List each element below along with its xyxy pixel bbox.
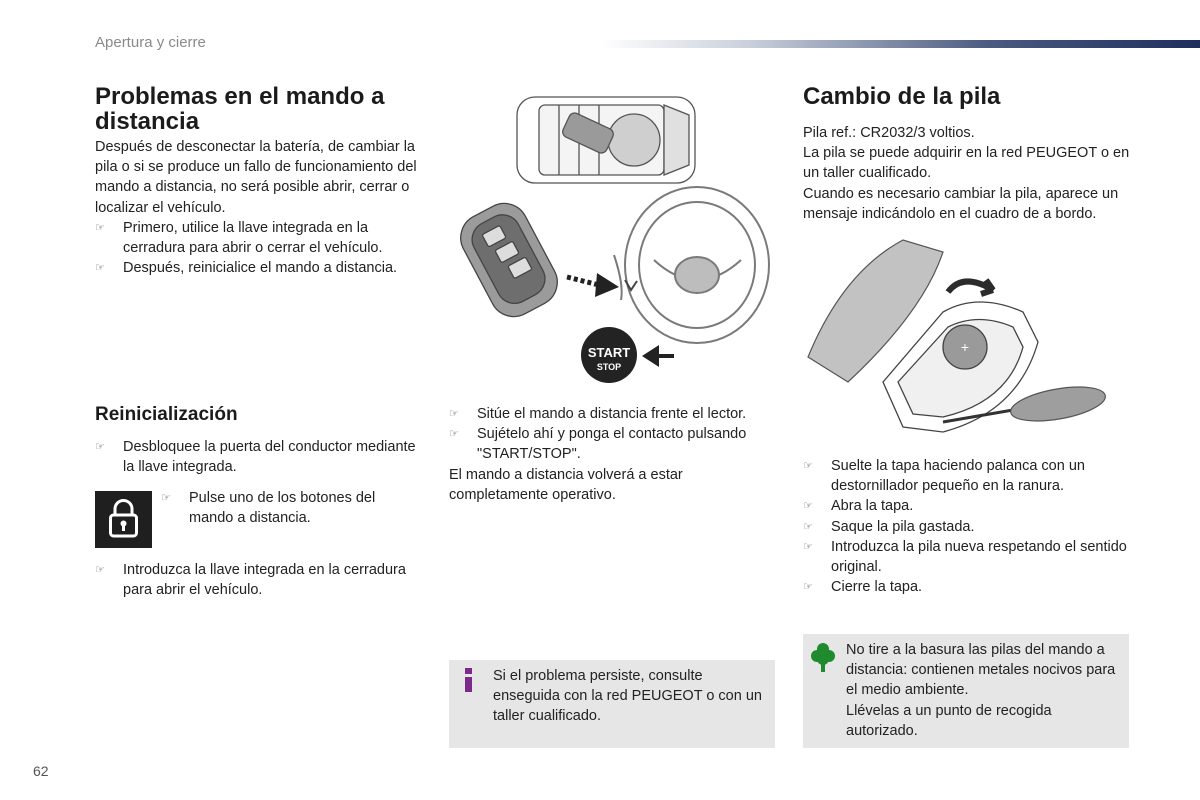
battery-availability: La pila se puede adquirir en la red PEUGEOT o en un taller cualificado. xyxy=(803,145,1130,182)
van-top-view-icon xyxy=(517,97,695,183)
page-title-remote: Problemas en el mando a distancia xyxy=(95,83,385,135)
battery-step-list xyxy=(803,456,1133,597)
list-item: ☞ Sujételo ahí y ponga el contacto pulsando "START/STOP". xyxy=(449,424,775,464)
start-stop-button-icon xyxy=(581,327,637,383)
middle-text-block xyxy=(449,404,775,505)
section-label: Apertura y cierre xyxy=(95,34,206,51)
battery-steps-block xyxy=(803,456,1133,597)
svg-text:+: + xyxy=(960,339,970,355)
open-arrow-icon xyxy=(948,280,993,294)
steering-wheel-icon xyxy=(614,187,769,343)
left-intro-block xyxy=(95,137,425,278)
middle-result: El mando a distancia volverá a estar completamente operativo. xyxy=(449,466,683,503)
middle-step-list xyxy=(449,404,775,465)
list-item: ☞ Introduzca la pila nueva respetando el sentido original. xyxy=(803,537,1133,577)
list-item: ☞ Suelte la tapa haciendo palanca con un destornillador pequeño en la ranura. xyxy=(803,456,1133,496)
battery-replacement-illustration xyxy=(803,232,1183,447)
eco-text-block xyxy=(846,640,1121,741)
page-number: 62 xyxy=(33,763,49,779)
environment-callout xyxy=(803,634,1129,748)
lock-icon xyxy=(95,491,152,548)
info-text: Si el problema persiste, consulte enseguida con la red PEUGEOT o con un taller cualificado. xyxy=(493,668,762,725)
battery-title: Cambio de la pila xyxy=(803,83,1001,110)
info-icon xyxy=(462,668,476,692)
header-bar xyxy=(600,40,1200,48)
eco-text: No tire a la basura las pilas del mando a distancia: contienen metales nocivos para el medio ambiente. xyxy=(846,642,1116,699)
stop-label: STOP xyxy=(596,362,622,372)
list-item: ☞ Saque la pila gastada. xyxy=(803,517,1133,537)
left-intro: Después de desconectar la batería, de cambiar la pila o si se produce un fallo de funcionamiento del mando a distancia, no será posible abrir, cerrar o localizar el vehículo. xyxy=(95,139,417,216)
reinit-step1-block xyxy=(95,437,425,477)
arrow-right-icon xyxy=(567,273,619,297)
list-item: ☞ Pulse uno de los botones del mando a distancia. xyxy=(161,488,411,528)
reinit-step3-block xyxy=(95,560,425,600)
list-item: ☞ Cierre la tapa. xyxy=(803,577,1133,597)
list-item: ☞ Introduzca la llave integrada en la cerradura para abrir el vehículo. xyxy=(95,560,425,600)
arrow-left-icon xyxy=(642,345,674,367)
left-bullet-list xyxy=(95,218,425,279)
start-procedure-illustration xyxy=(449,85,779,395)
battery-ref: Pila ref.: CR2032/3 voltios. xyxy=(803,125,975,141)
tree-icon xyxy=(811,642,835,672)
reinit-step2-block xyxy=(161,488,411,528)
list-item: ☞ Después, reinicialice el mando a distancia. xyxy=(95,258,425,278)
list-item: ☞ Desbloquee la puerta del conductor mediante la llave integrada. xyxy=(95,437,425,477)
battery-intro-block xyxy=(803,123,1133,224)
eco-text-2: Llévelas a un punto de recogida autorizado. xyxy=(846,702,1052,739)
start-label: START xyxy=(587,345,631,360)
info-callout xyxy=(449,660,775,748)
list-item: ☞ Primero, utilice la llave integrada en la cerradura para abrir o cerrar el vehículo. xyxy=(95,218,425,258)
battery-warning: Cuando es necesario cambiar la pila, aparece un mensaje indicándolo en el cuadro de a bordo. xyxy=(803,185,1119,222)
list-item: ☞ Sitúe el mando a distancia frente el lector. xyxy=(449,404,775,424)
key-fob-icon xyxy=(452,195,565,325)
reinit-title: Reinicialización xyxy=(95,404,238,425)
list-item: ☞ Abra la tapa. xyxy=(803,496,1133,516)
